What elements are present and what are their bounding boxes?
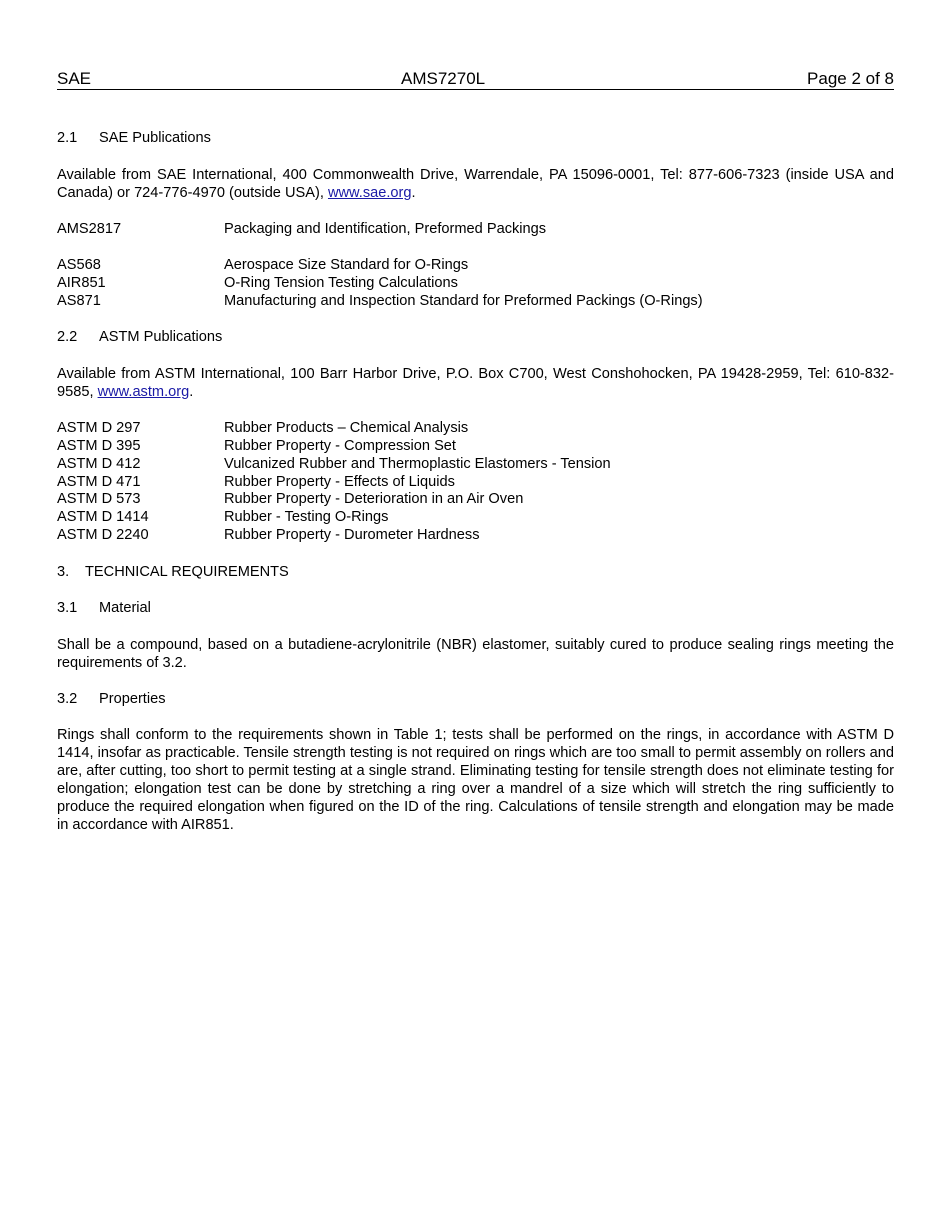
reference-title: Rubber Property - Effects of Liquids xyxy=(224,474,455,490)
sae-availability-paragraph xyxy=(57,166,894,202)
availability-text: Available from ASTM International, 100 Barr Harbor Drive, P.O. Box C700, West Conshohocken, PA 19428-2959, Tel: 610-832-9585, xyxy=(57,366,894,400)
section-title: TECHNICAL REQUIREMENTS xyxy=(85,564,289,580)
astm-website-link[interactable]: www.astm.org xyxy=(97,384,190,400)
section-3-1-heading xyxy=(57,599,151,617)
section-title: Material xyxy=(99,600,151,616)
reference-title: Vulcanized Rubber and Thermoplastic Elastomers - Tension xyxy=(224,456,611,472)
reference-title: Aerospace Size Standard for O-Rings xyxy=(224,257,469,273)
section-3-2-heading xyxy=(57,690,166,708)
reference-code: ASTM D 412 xyxy=(57,456,141,472)
reference-code: AIR851 xyxy=(57,275,106,291)
section-number: 2.1 xyxy=(57,130,78,146)
sae-website-link[interactable]: www.sae.org xyxy=(327,185,412,201)
section-number: 3.2 xyxy=(57,691,78,707)
section-title: SAE Publications xyxy=(99,130,211,146)
period: . xyxy=(411,185,416,201)
availability-text: Available from SAE International, 400 Commonwealth Drive, Warrendale, PA 15096-0001, Tel: 877-606-7323 (inside USA and Canada) or 724-776-4970 (outside USA), xyxy=(57,167,894,201)
reference-title: Manufacturing and Inspection Standard for Preformed Packings (O-Rings) xyxy=(224,293,703,309)
reference-title: Rubber Products – Chemical Analysis xyxy=(224,420,469,436)
section-title: ASTM Publications xyxy=(99,329,223,345)
section-number: 3. xyxy=(57,564,70,580)
section-2-2-heading xyxy=(57,328,222,346)
reference-code: AS871 xyxy=(57,293,101,309)
reference-title: Rubber Property - Compression Set xyxy=(224,438,456,454)
astm-availability-paragraph xyxy=(57,365,894,401)
reference-title: Rubber Property - Deterioration in an Air Oven xyxy=(224,491,524,507)
section-2-1-heading xyxy=(57,129,211,147)
period: . xyxy=(189,384,194,400)
header-page-number: Page 2 of 8 xyxy=(807,69,894,88)
section-number: 3.1 xyxy=(57,600,78,616)
header-doc-number: AMS7270L xyxy=(401,69,486,88)
reference-title: Packaging and Identification, Preformed Packings xyxy=(224,221,547,237)
header-org: SAE xyxy=(57,69,92,88)
reference-code: ASTM D 471 xyxy=(57,474,141,490)
section-number: 2.2 xyxy=(57,329,78,345)
properties-paragraph: Rings shall conform to the requirements shown in Table 1; tests shall be performed on the rings, in accordance with ASTM D 1414, insofar as practicable. Tensile strength testing is not required on rings which are too small to permit assembly on rollers and are, after cutting, too short to permit testing at a single strand. Eliminating testing for tensile strength does not eliminate testing for elongation; elongation test can be done by stretching a ring over a mandrel of a size which will stretch the ring sufficiently to produce the required elongation when figured on the ID of the ring. Calculations of tensile strength and elongation may be made in accordance with AIR851. xyxy=(57,727,894,833)
reference-code: AS568 xyxy=(57,257,101,273)
reference-code: AMS2817 xyxy=(57,221,122,237)
material-paragraph: Shall be a compound, based on a butadiene-acrylonitrile (NBR) elastomer, suitably cured to produce sealing rings meeting the requirements of 3.2. xyxy=(57,637,894,671)
page-header xyxy=(57,68,894,90)
section-title: Properties xyxy=(99,691,166,707)
reference-title: O-Ring Tension Testing Calculations xyxy=(224,275,458,291)
reference-code: ASTM D 297 xyxy=(57,420,141,436)
reference-code: ASTM D 573 xyxy=(57,491,141,507)
reference-code: ASTM D 1414 xyxy=(57,509,149,525)
reference-code: ASTM D 395 xyxy=(57,438,141,454)
reference-code: ASTM D 2240 xyxy=(57,527,149,543)
section-3-heading xyxy=(57,563,289,581)
reference-title: Rubber - Testing O-Rings xyxy=(224,509,389,525)
reference-title: Rubber Property - Durometer Hardness xyxy=(224,527,480,543)
